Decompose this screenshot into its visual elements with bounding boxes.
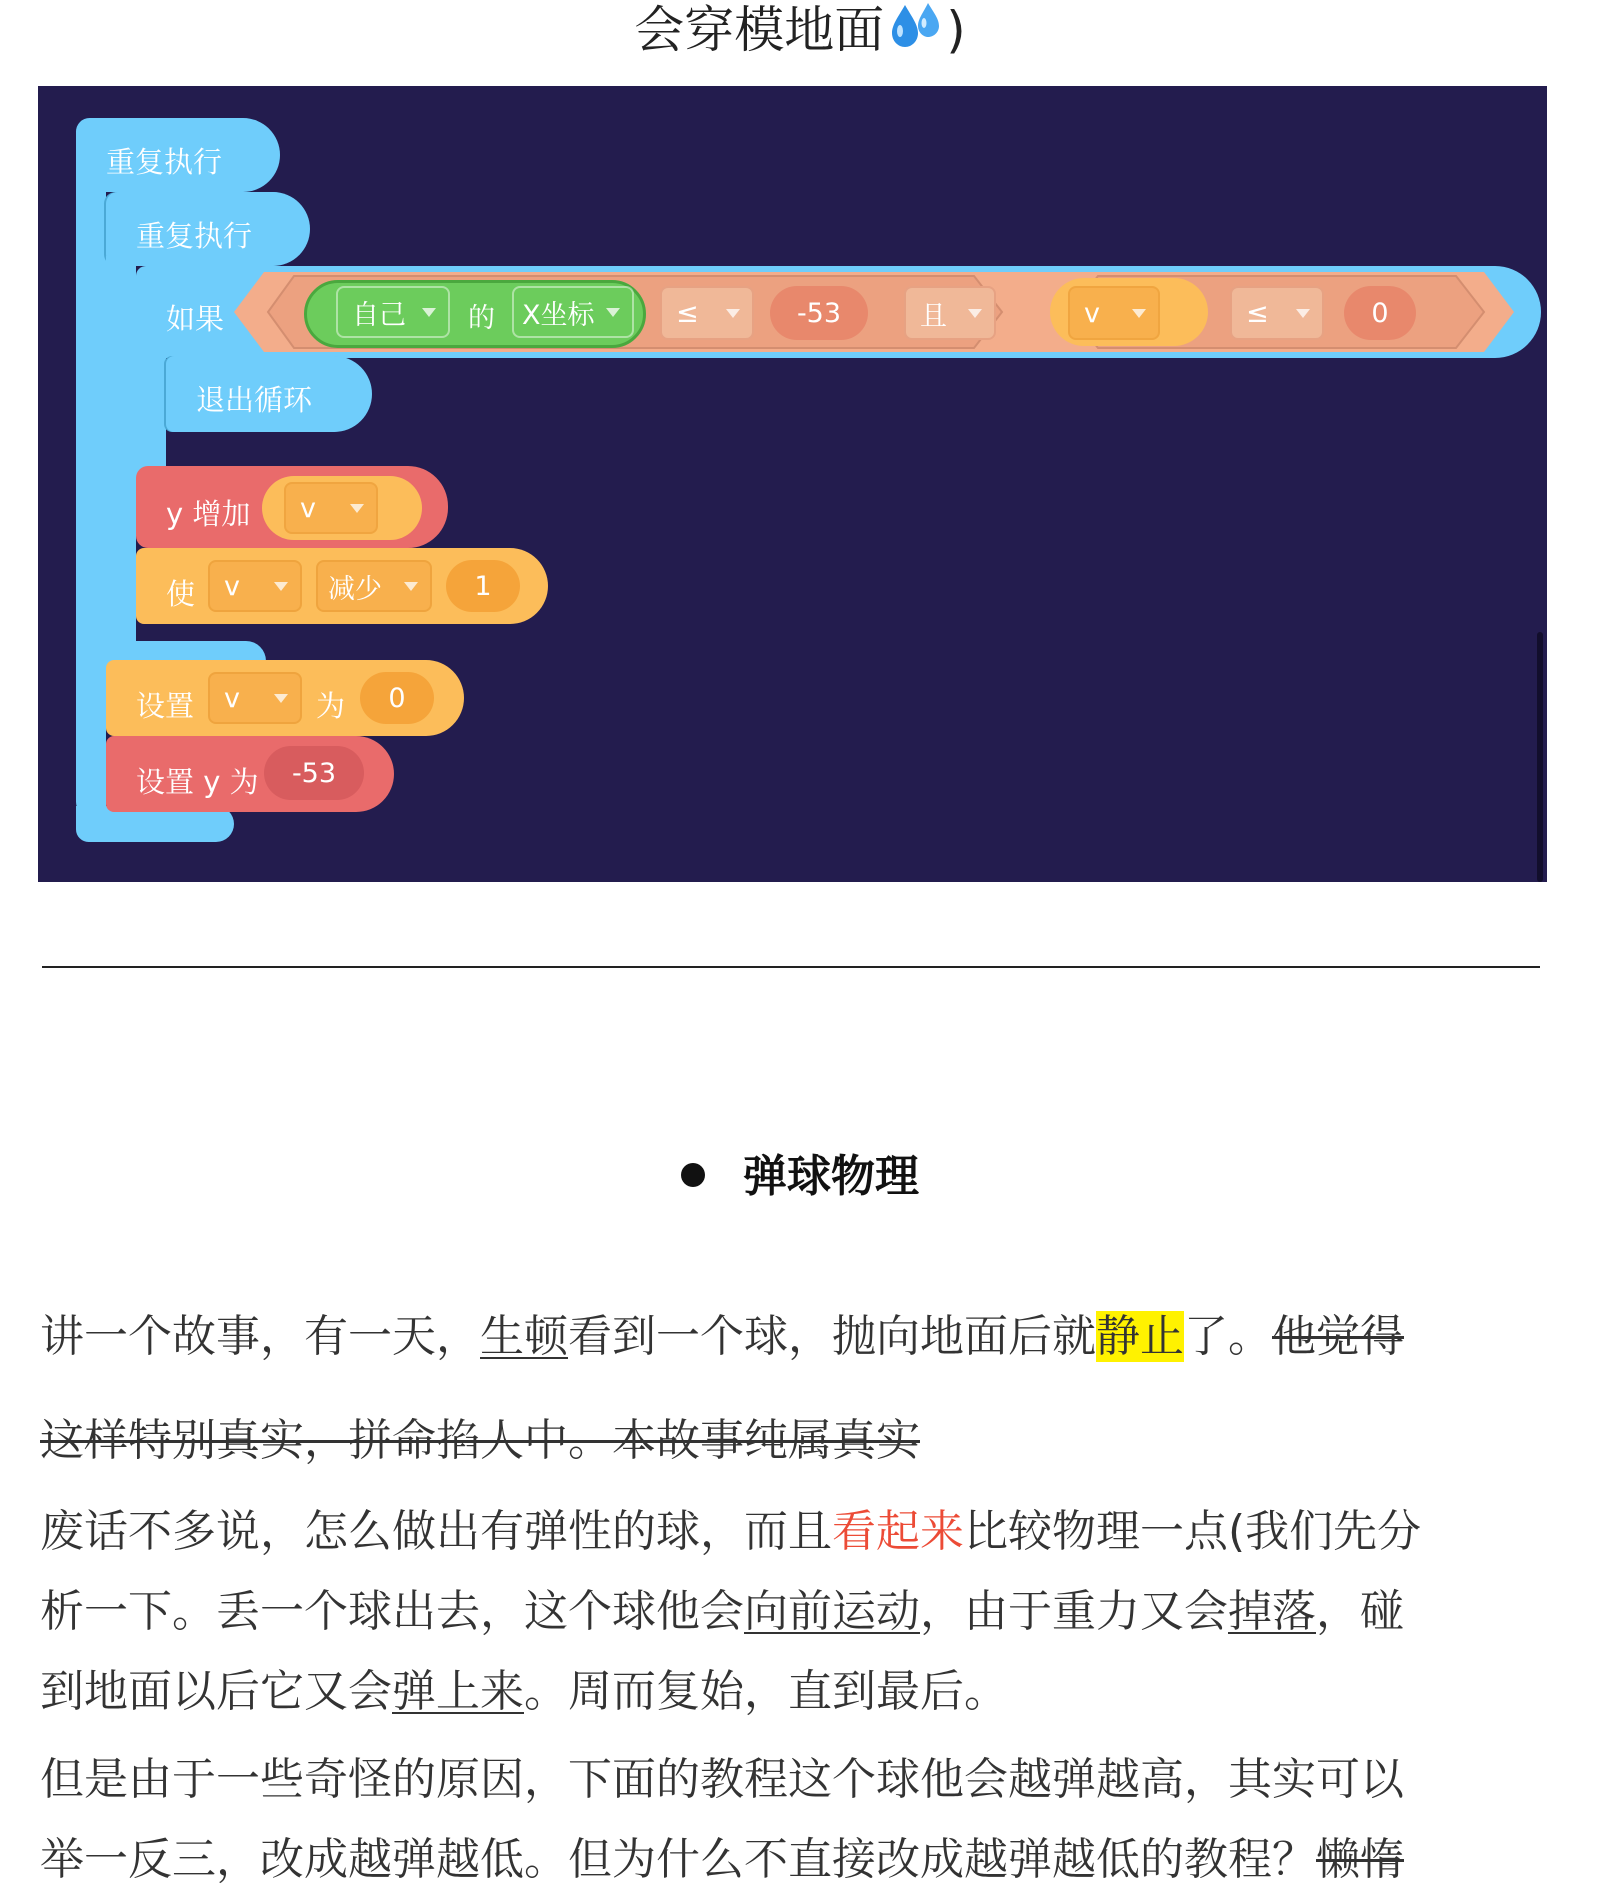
top-caption [0,0,1600,66]
self-dropdown[interactable]: 自己 [336,286,450,338]
repeat-outer-arm [76,176,106,816]
newton-underlined: 生顿 [480,1311,568,1362]
set-label: 设置 [136,689,195,723]
repeat-inner-arm [106,256,136,676]
bullet-dot-icon [681,1163,705,1187]
chevron-down-icon [726,309,740,318]
chevron-down-icon [1132,309,1146,318]
chevron-down-icon [606,308,620,317]
chevron-down-icon [274,582,288,591]
chevron-down-icon [350,504,364,513]
less-equal-dropdown-2[interactable]: ≤ [1230,286,1324,340]
number-input-5[interactable]: -53 [264,746,364,800]
story-paragraph: 讲一个故事，有一天，生顿看到一个球，抛向地面后就静止了。他觉得 这样特别真实，拼命掐人中。本故事纯属真实 [40,1311,1404,1466]
make-label: 使 [166,577,196,611]
v-dropdown-1[interactable]: v [1068,286,1160,340]
repeat-inner-label: 重复执行 [136,219,253,253]
less-equal-dropdown-1[interactable]: ≤ [660,286,754,340]
repeat-outer-label: 重复执行 [106,145,223,179]
number-input-4[interactable]: 0 [360,672,434,724]
caption-text: 会穿模地面 [634,1,885,59]
number-input-2[interactable]: 0 [1344,286,1416,340]
sweat-droplets-icon [888,1,946,66]
tutorial-note-paragraph: 但是由于一些奇怪的原因，下面的教程这个球他会越弹越高，其实可以 举一反三，改成越弹越低。但为什么不直接改成越弹越低的教程？懒惰 [40,1754,1404,1885]
number-input-1[interactable]: -53 [770,286,868,340]
and-dropdown[interactable]: 且 [904,286,996,340]
of-label: 的 [468,303,495,334]
section-heading [0,1140,1600,1204]
vertical-scrollbar[interactable] [1537,632,1543,882]
chevron-down-icon [1296,309,1310,318]
highlight-still: 静止 [1096,1311,1184,1362]
v-dropdown-2[interactable]: v [284,482,378,534]
if-label: 如果 [166,302,225,336]
set-y-label: 设置 y 为 [136,765,259,799]
to-label: 为 [316,689,346,723]
decrease-dropdown[interactable]: 减少 [316,560,432,612]
chevron-down-icon [968,309,982,318]
number-input-3[interactable]: 1 [446,560,520,612]
section-heading-text: 弹球物理 [743,1151,919,1202]
analysis-paragraph: 废话不多说，怎么做出有弹性的球，而且看起来比较物理一点(我们先分 析一下。丢一个球出去，这个球他会向前运动，由于重力又会掉落，碰 到地面以后它又会弹上来。周而复始，直到最后。 [40,1506,1422,1717]
y-increase-label: y 增加 [166,497,251,531]
if-block-arm [136,346,166,476]
v-dropdown-3[interactable]: v [208,560,302,612]
chevron-down-icon [274,694,288,703]
code-blocks-screenshot [38,86,1547,882]
strikethrough-text-2: 这样特别真实，拼命掐人中。本故事纯属真实 [40,1415,920,1466]
strikethrough-lazy: 懒惰 [1316,1834,1404,1885]
underlined-bounce: 弹上来 [392,1666,524,1717]
exit-loop-label: 退出循环 [196,383,313,417]
v-dropdown-4[interactable]: v [208,672,302,724]
strikethrough-text-1: 他觉得 [1272,1311,1404,1362]
chevron-down-icon [404,582,418,591]
underlined-fall: 掉落 [1228,1586,1316,1637]
underlined-forward: 向前运动 [744,1586,920,1637]
xcoord-dropdown[interactable]: X坐标 [512,286,634,338]
horizontal-divider [42,966,1540,968]
red-emphasis-text: 看起来 [832,1506,964,1557]
chevron-down-icon [422,308,436,317]
caption-tail: ) [946,1,966,59]
